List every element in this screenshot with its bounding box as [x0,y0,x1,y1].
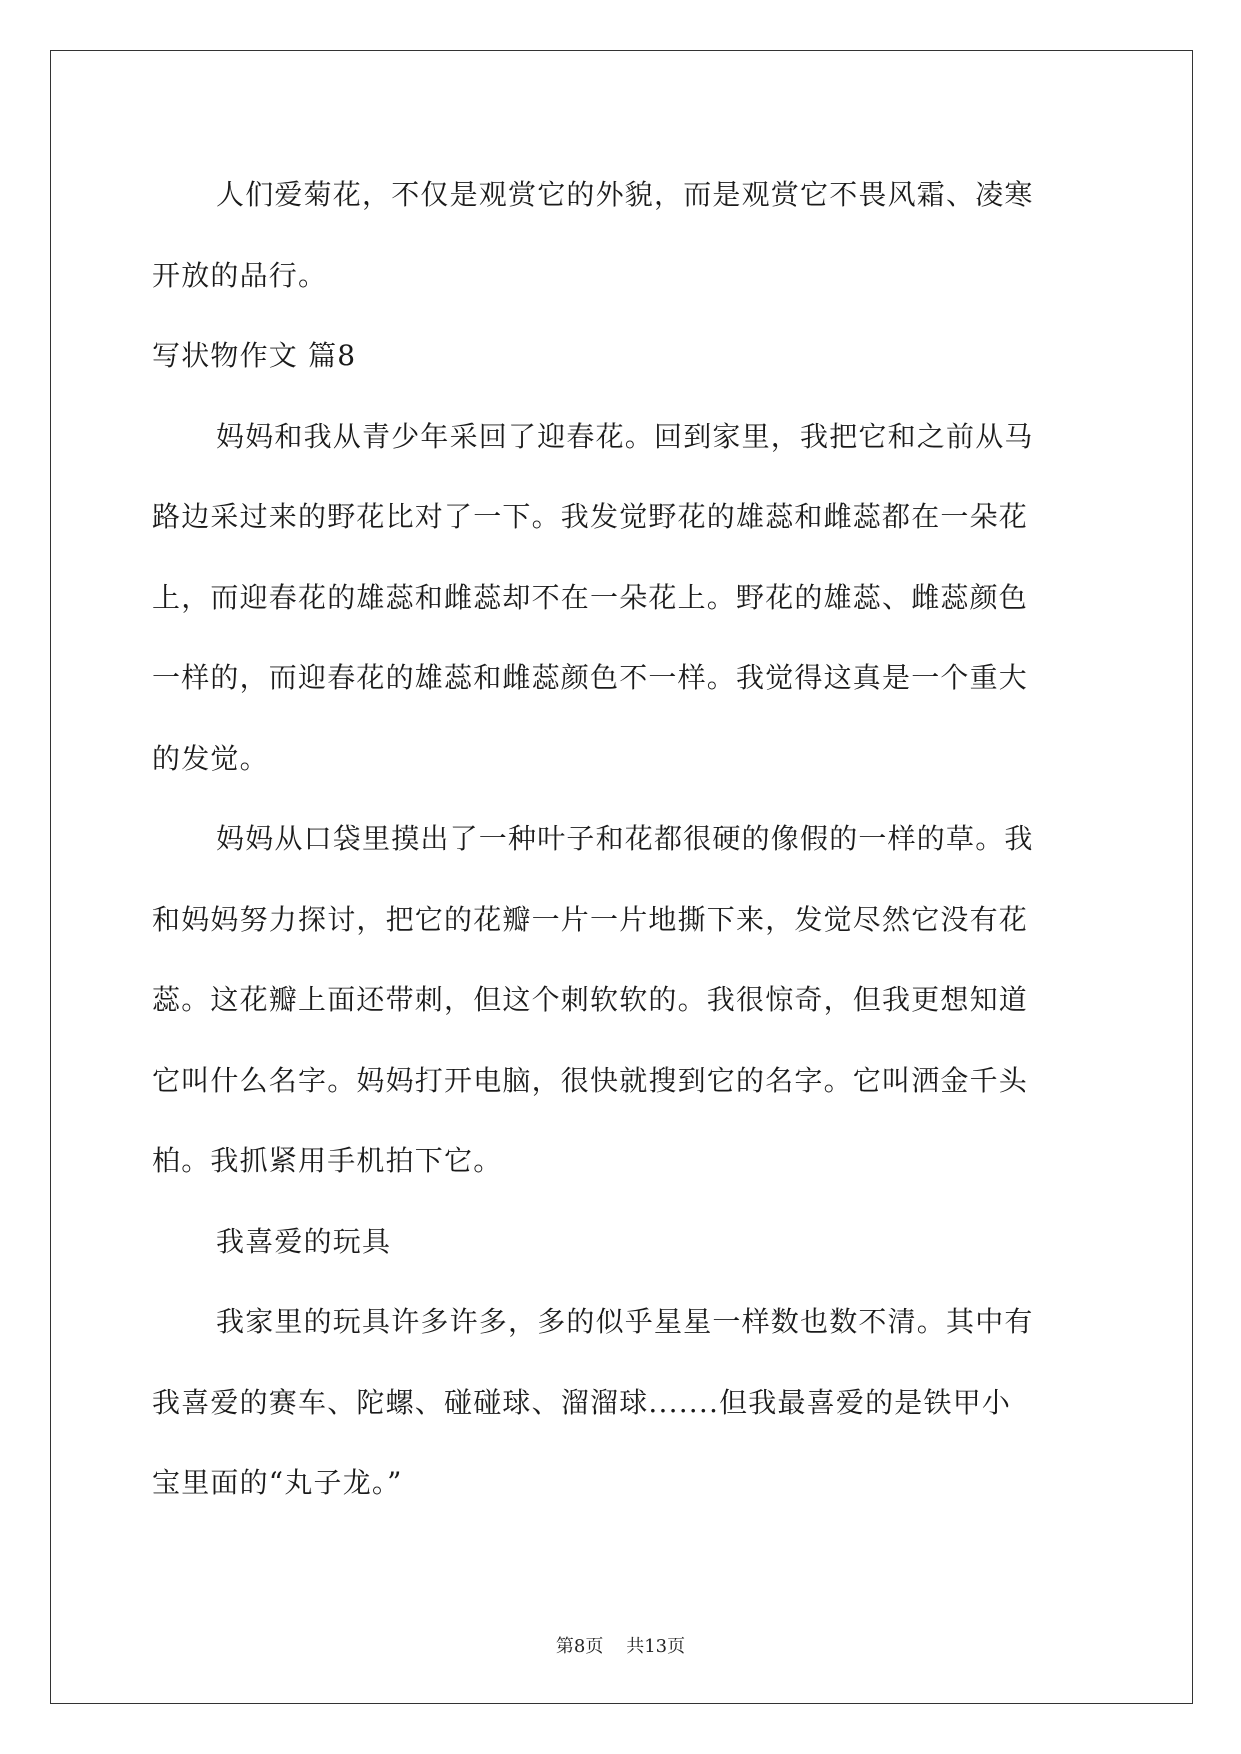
text-line: 上，而迎春花的雄蕊和雌蕊却不在一朵花上。野花的雄蕊、雌蕊颜色 [152,580,1029,614]
text-line: 和妈妈努力探讨，把它的花瓣一片一片地撕下来，发觉尽然它没有花 [152,902,1029,936]
text-line: 蕊。这花瓣上面还带刺，但这个刺软软的。我很惊奇，但我更想知道 [152,983,1029,1016]
text-line: 宝里面的“丸子龙。” [152,1466,403,1499]
subheading: 我喜爱的玩具 [216,1224,392,1258]
text-line: 一样的，而迎春花的雄蕊和雌蕊颜色不一样。我觉得这真是一个重大 [152,661,1029,694]
section-heading: 写状物作文 篇8 [152,339,357,372]
text-line: 路边采过来的野花比对了一下。我发觉野花的雄蕊和雌蕊都在一朵花 [152,500,1029,533]
page-total: 共13页 [626,1636,686,1657]
text-line: 妈妈从口袋里摸出了一种叶子和花都很硬的像假的一样的草。我 [216,822,1034,855]
text-line: 它叫什么名字。妈妈打开电脑，很快就搜到它的名字。它叫洒金千头 [152,1063,1029,1097]
text-line: 开放的品行。 [152,258,328,292]
text-line: 妈妈和我从青少年采回了迎春花。回到家里，我把它和之前从马 [216,419,1034,453]
document-body [152,155,1092,1524]
text-line: 的发觉。 [152,741,269,775]
text-line: 我家里的玩具许多许多，多的似乎星星一样数也数不清。其中有 [216,1305,1034,1338]
page-footer [0,1632,1241,1658]
text-line: 我喜爱的赛车、陀螺、碰碰球、溜溜球.......但我最喜爱的是铁甲小 [152,1385,1012,1419]
text-line: 柏。我抓紧用手机拍下它。 [152,1144,503,1177]
page-number: 第8页 [555,1636,604,1657]
text-line: 人们爱菊花，不仅是观赏它的外貌，而是观赏它不畏风霜、凌寒 [216,178,1034,211]
